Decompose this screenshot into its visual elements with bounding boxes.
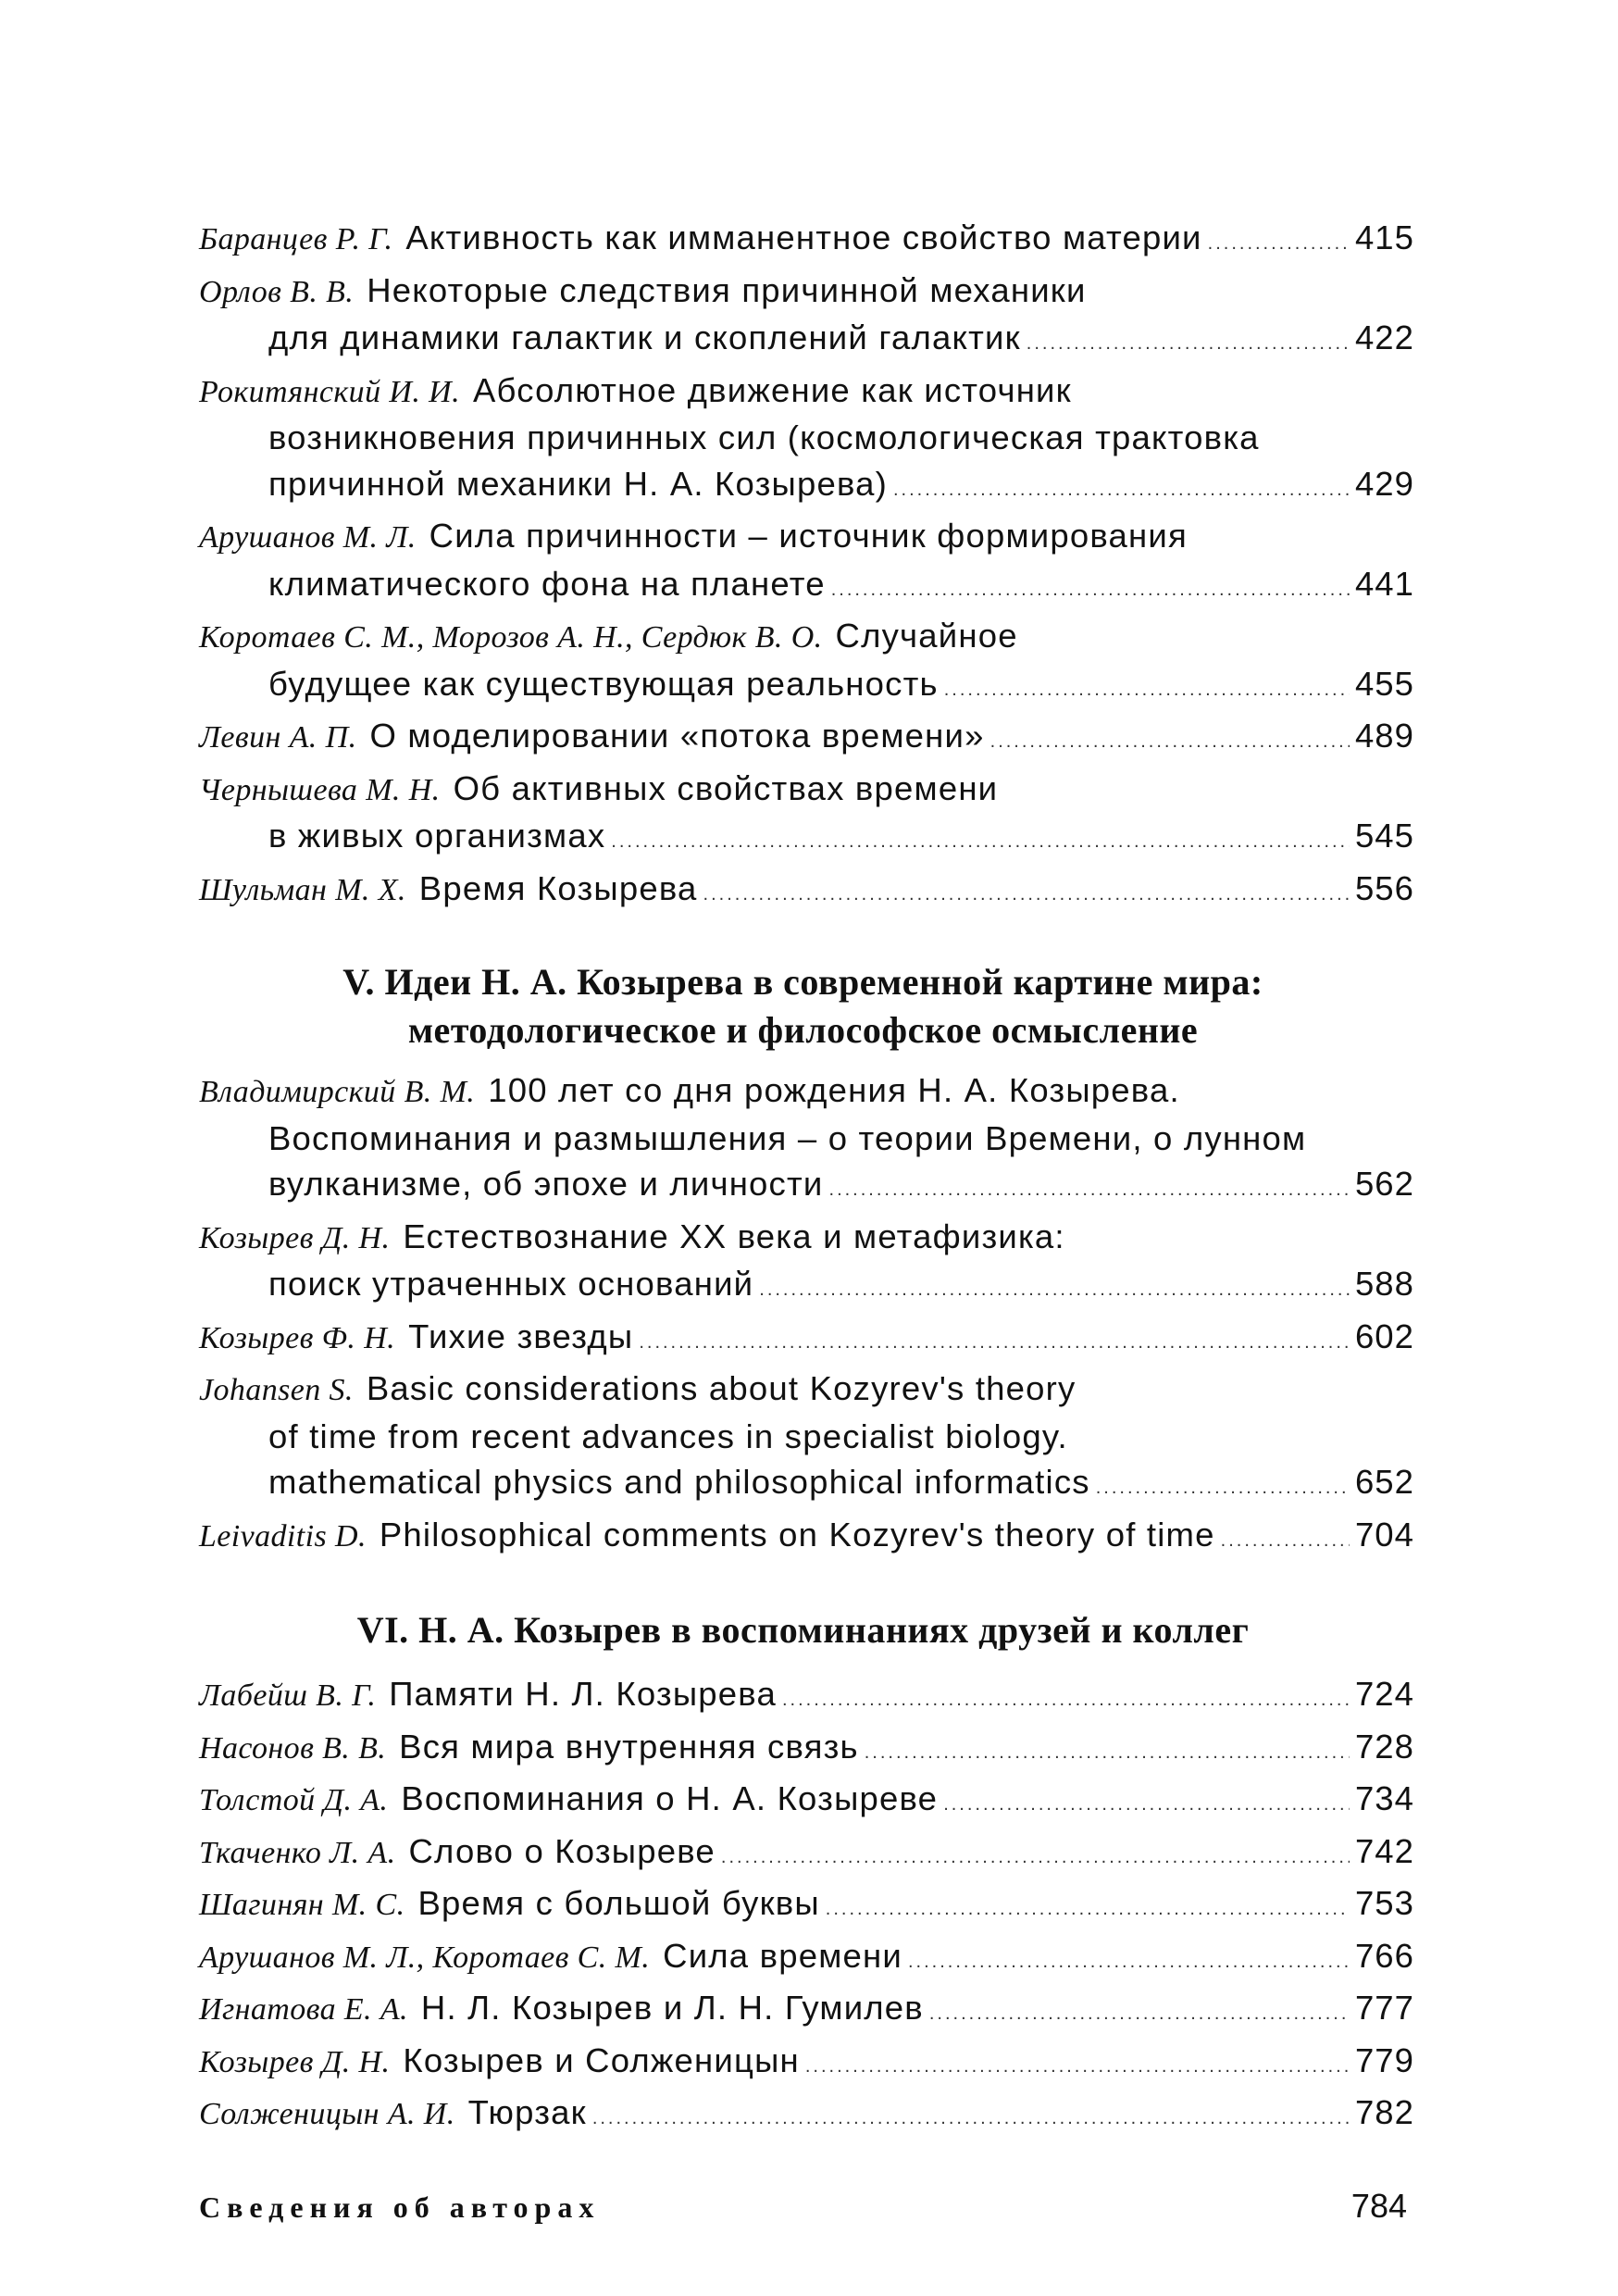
entry-author: Игнатова Е. А.: [199, 1992, 408, 2027]
entry-page-number: 562: [1355, 1165, 1414, 1203]
dot-leader: [782, 1678, 1350, 1724]
entry-title: 100 лет со дня рождения Н. А. Козырева.: [488, 1071, 1180, 1109]
dot-leader: [908, 1940, 1350, 1986]
entry-title-continued: mathematical physics and philosophical informatics: [268, 1463, 1090, 1501]
entry-title: Случайное: [835, 617, 1018, 655]
toc-entry: [199, 1985, 1414, 2038]
toc-entry: [199, 215, 1414, 268]
entry-page-number: 415: [1355, 218, 1414, 256]
dot-leader: [1208, 221, 1350, 268]
dot-leader: [721, 1835, 1350, 1881]
entry-title: Активность как имманентное свойство материи: [405, 218, 1202, 256]
dot-leader: [990, 719, 1350, 766]
dot-leader: [1221, 1518, 1350, 1565]
entry-page-number: 742: [1355, 1831, 1414, 1870]
toc-entry: [199, 613, 1414, 713]
entry-title: Козырев и Солженицын: [403, 2040, 800, 2079]
entry-title: Время Козырева: [418, 868, 698, 907]
entry-page-number: 489: [1355, 717, 1414, 755]
toc-entry: [199, 766, 1414, 866]
entry-page-number: 602: [1355, 1316, 1414, 1355]
entry-author: Арушанов М. Л.: [199, 520, 417, 555]
toc-entry: [199, 2090, 1414, 2142]
toc-section-5: [199, 958, 1414, 1564]
dot-leader: [759, 1267, 1350, 1314]
entry-title-continued: причинной механики Н. А. Козырева): [268, 464, 888, 503]
toc-group-causal-mechanics: [199, 215, 1414, 917]
dot-leader: [831, 568, 1350, 614]
dot-leader: [943, 1782, 1350, 1828]
entry-author: Козырев Д. Н.: [199, 2044, 391, 2079]
toc-entry: [199, 1776, 1414, 1828]
entry-page-number: 556: [1355, 868, 1414, 907]
entry-author: Арушанов М. Л., Коротаев С. М.: [199, 1940, 651, 1975]
entry-author: Толстой Д. А.: [199, 1783, 389, 1817]
toc-entry: [199, 1214, 1414, 1314]
entry-title: Н. Л. Козырев и Л. Н. Гумилев: [420, 1989, 924, 2027]
toc-entry: [199, 268, 1414, 368]
dot-leader: [639, 1320, 1350, 1366]
entry-title-continued: будущее как существующая реальность: [268, 664, 939, 703]
toc-authors-info: [199, 2187, 1407, 2226]
entry-title: Естествознание XX века и метафизика:: [403, 1217, 1065, 1255]
dot-leader: [1027, 321, 1350, 368]
entry-page-number: 704: [1355, 1515, 1414, 1554]
entry-author: Владимирский В. М.: [199, 1075, 476, 1109]
entry-page-number: 429: [1355, 464, 1414, 503]
entry-author: Лабейш В. Г.: [199, 1678, 377, 1713]
entry-author: Баранцев Р. Г.: [199, 222, 393, 256]
entry-author: Левин А. П.: [199, 720, 357, 755]
entry-author: Шульман М. Х.: [199, 872, 406, 907]
dot-leader: [611, 819, 1350, 866]
toc-entry: [199, 1724, 1414, 1777]
entry-title-continued: of time from recent advances in specialist biology.: [268, 1416, 1068, 1455]
dot-leader: [829, 1167, 1350, 1214]
entry-title: Некоторые следствия причинной механики: [367, 270, 1087, 309]
entry-page-number: 422: [1355, 318, 1414, 356]
dot-leader: [944, 668, 1350, 714]
section-heading: [199, 958, 1407, 1054]
entry-page-number: 455: [1355, 664, 1414, 703]
entry-author: Козырев Д. Н.: [199, 1220, 391, 1255]
entry-title: Памяти Н. Л. Козырева: [389, 1675, 777, 1713]
entry-author: Шагинян М. С.: [199, 1888, 405, 1922]
toc-entry: [199, 1512, 1414, 1565]
entry-title-continued: возникновения причинных сил (космологическая трактовка: [268, 418, 1260, 456]
authors-info-page-number: 784: [1350, 2186, 1407, 2225]
entry-page-number: 777: [1355, 1989, 1414, 2027]
entry-page-number: 724: [1355, 1675, 1414, 1713]
dot-leader: [826, 1887, 1350, 1933]
toc-section-6: [199, 1606, 1414, 2142]
section-heading: VI. Н. А. Козырев в воспоминаниях друзей и коллег: [356, 1609, 1250, 1651]
entry-title: Слово о Козыреве: [408, 1831, 716, 1870]
entry-page-number: 779: [1355, 2040, 1414, 2079]
entry-title-continued: вулканизме, об эпохе и личности: [268, 1165, 824, 1203]
section-heading-line: V. Идеи Н. А. Козырева в современной картине мира:: [342, 961, 1263, 1003]
toc-entry: [199, 1067, 1414, 1214]
toc-entry: [199, 1933, 1414, 1986]
table-of-contents: [199, 215, 1414, 2226]
entry-author: Рокитянский И. И.: [199, 374, 460, 409]
section-heading-line: методологическое и философское осмысление: [407, 1009, 1199, 1051]
dot-leader: [929, 1991, 1350, 2038]
dot-leader: [865, 1730, 1350, 1777]
entry-author: Насонов В. В.: [199, 1730, 387, 1766]
toc-entry: [199, 2038, 1414, 2090]
entry-page-number: 545: [1355, 817, 1414, 855]
entry-title: О моделировании «потока времени»: [369, 717, 985, 755]
entry-title: Время с большой буквы: [417, 1884, 820, 1922]
dot-leader: [1096, 1466, 1350, 1512]
toc-entry: [199, 1671, 1414, 1724]
entry-title: Basic considerations about Kozyrev's theory: [366, 1369, 1077, 1407]
toc-entry: [199, 1366, 1414, 1512]
toc-entry: [199, 1880, 1414, 1933]
entry-title: Воспоминания о Н. А. Козыреве: [401, 1779, 939, 1817]
entry-author: Ткаченко Л. А.: [199, 1835, 396, 1870]
entry-page-number: 588: [1355, 1265, 1414, 1303]
entry-title: Вся мира внутренняя связь: [399, 1727, 859, 1766]
entry-title: Philosophical comments on Kozyrev's theory of time: [379, 1515, 1215, 1554]
entry-page-number: 441: [1355, 564, 1414, 603]
toc-entry: [199, 713, 1414, 766]
entry-title: Сила причинности – источник формирования: [429, 517, 1188, 555]
dot-leader: [805, 2044, 1350, 2090]
entry-title: Тихие звезды: [408, 1316, 634, 1355]
entry-title: Сила времени: [663, 1936, 902, 1975]
entry-title-continued: для динамики галактик и скоплений галактик: [268, 318, 1021, 356]
entry-title: Тюрзак: [467, 2093, 587, 2131]
toc-entry: [199, 368, 1414, 514]
entry-title: Абсолютное движение как источник: [473, 370, 1072, 409]
toc-entry: [199, 866, 1414, 918]
dot-leader: [893, 468, 1350, 514]
entry-title: Об активных свойствах времени: [453, 768, 999, 807]
entry-author: Leivaditis D.: [199, 1518, 367, 1554]
entry-author: Johansen S.: [199, 1373, 354, 1407]
dot-leader: [703, 872, 1350, 918]
entry-author: Козырев Ф. Н.: [199, 1320, 396, 1355]
entry-page-number: 728: [1355, 1727, 1414, 1766]
entry-title-continued: Воспоминания и размышления – о теории Времени, о лунном: [268, 1118, 1307, 1157]
entry-author: Орлов В. В.: [199, 274, 355, 309]
entry-author: Солженицын А. И.: [199, 2097, 455, 2131]
entry-title-continued: в живых организмах: [268, 817, 606, 855]
toc-entry: [199, 1314, 1414, 1366]
entry-title-continued: климатического фона на планете: [268, 564, 826, 603]
authors-info-label: Сведения об авторах: [199, 2190, 601, 2224]
dot-leader: [592, 2096, 1350, 2142]
toc-entry: [199, 1828, 1414, 1881]
entry-page-number: 734: [1355, 1779, 1414, 1817]
entry-page-number: 766: [1355, 1936, 1414, 1975]
entry-page-number: 782: [1355, 2093, 1414, 2131]
toc-entry: [199, 513, 1414, 613]
entry-page-number: 753: [1355, 1884, 1414, 1922]
entry-author: Чернышева М. Н.: [199, 772, 441, 807]
entry-page-number: 652: [1355, 1463, 1414, 1501]
entry-title-continued: поиск утраченных оснований: [268, 1265, 754, 1303]
entry-author: Коротаев С. М., Морозов А. Н., Сердюк В. О.: [199, 620, 823, 655]
